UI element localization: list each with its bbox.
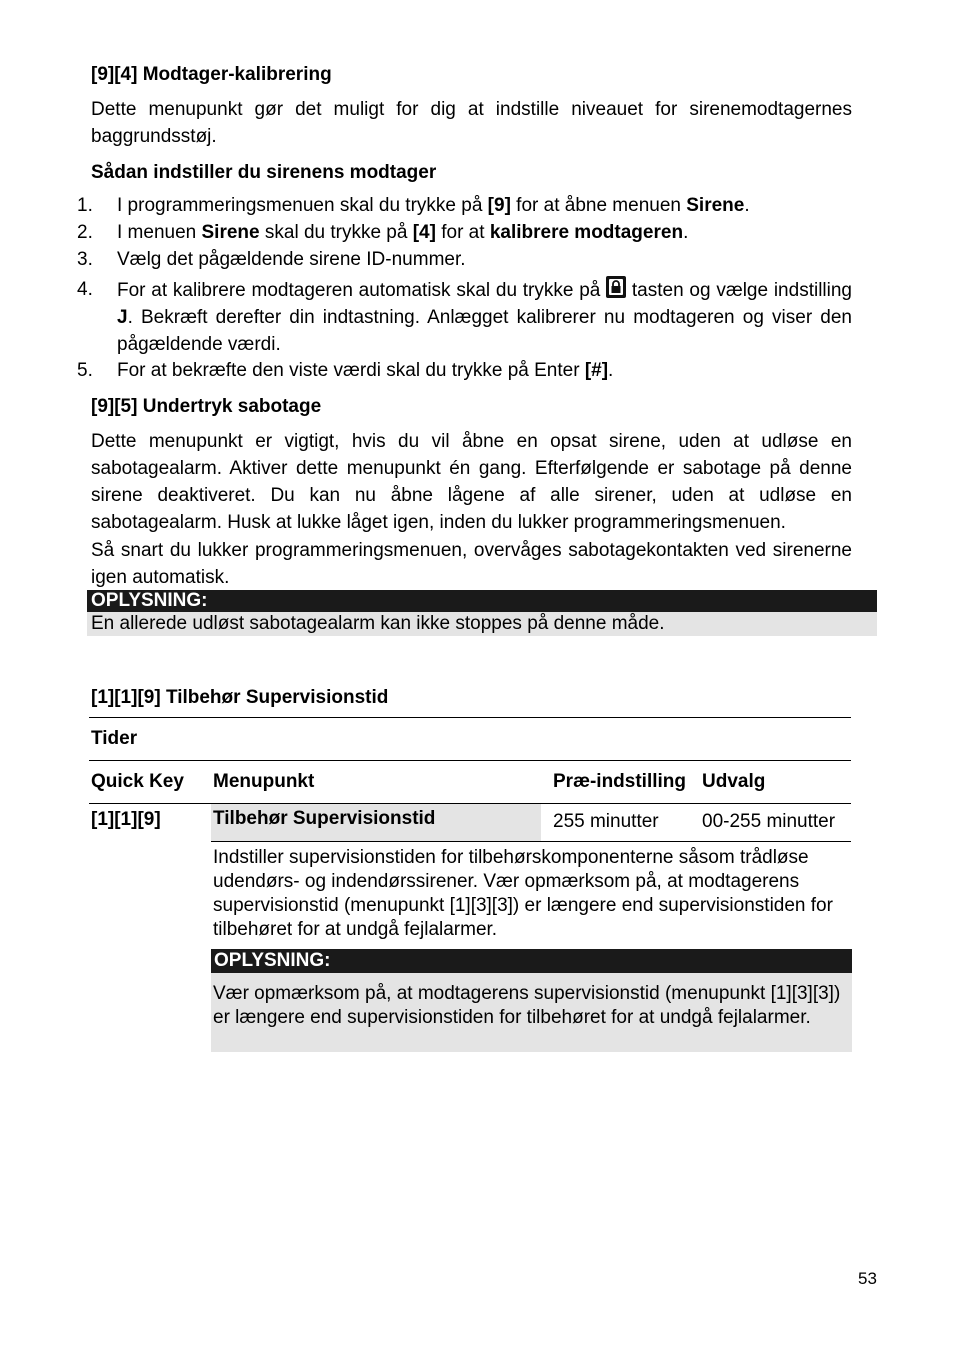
column-header-range: Udvalg <box>702 771 766 792</box>
step-text-part: . <box>608 360 614 381</box>
column-header-quick-key: Quick Key <box>91 771 184 792</box>
table-group-label: Tider <box>91 728 138 749</box>
step-text <box>117 192 852 219</box>
steps-list <box>77 192 852 382</box>
section-heading-1-1-9: [1][1][9] Tilbehør Supervisionstid <box>91 687 389 708</box>
row-range: 00-255 minutter <box>702 811 836 832</box>
row-quick-key: [1][1][9] <box>91 809 161 830</box>
row-menu-name: Tilbehør Supervisionstid <box>213 808 436 829</box>
step-number: 2. <box>77 222 93 243</box>
note-title: OPLYSNING: <box>211 949 852 973</box>
step-text-part: For at kalibrere modtageren automatisk skal du trykke på <box>117 280 607 301</box>
step-text-part: skal du trykke på <box>259 222 413 243</box>
howto-heading: Sådan indstiller du sirenens modtager <box>91 162 437 183</box>
row-preset: 255 minutter <box>553 811 659 832</box>
section-heading-9-5: [9][5] Undertryk sabotage <box>91 396 322 417</box>
step-bold: [#] <box>584 360 609 381</box>
section-body-9-5-followup: Så snart du lukker programmeringsmenuen, overvåges sabotagekontakten ved sirenerne igen automatisk. <box>91 540 852 588</box>
note-text: Vær opmærksom på, at modtagerens supervisionstid (menupunkt [1][3][3]) er længere end supervisionstiden for tilbehøret for at undgå fejlalarmer. <box>211 973 852 1052</box>
divider <box>89 717 851 718</box>
step-text <box>117 219 852 246</box>
column-header-menupunkt: Menupunkt <box>213 771 315 792</box>
step-text-part: . <box>744 195 750 216</box>
step-bold: [9] <box>487 195 511 216</box>
divider <box>211 841 851 842</box>
step-text-part: . <box>683 222 689 243</box>
divider <box>89 760 851 761</box>
step-text-part: tasten og vælge indstilling <box>626 280 852 301</box>
step-text-part: for at <box>435 222 490 243</box>
page-number: 53 <box>858 1269 877 1288</box>
section-body-9-5: Dette menupunkt er vigtigt, hvis du vil åbne en opsat sirene, uden at udløse en sabotagealarm. Aktiver dette menupunkt én gang. Efterfølgende er sabotage på denne sirene deaktiveret. Du kan nu åbne lågene af alle sirener, uden at udløse en sabotagealarm. Husk at lukke låget igen, inden du lukker programmeringsmenuen. <box>91 431 852 533</box>
step-text-part: For at bekræfte den viste værdi skal du trykke på Enter <box>117 360 585 381</box>
step-text <box>117 357 852 384</box>
step-bold: [4] <box>412 222 436 243</box>
step-text-part: I menuen <box>117 222 202 243</box>
step-number: 3. <box>77 249 93 270</box>
step-text-part: I programmeringsmenuen skal du trykke på <box>117 195 488 216</box>
step-bold: kalibrere modtageren <box>489 222 684 243</box>
step-text-part: . Bekræft derefter din indtastning. Anlægget kalibrerer nu modtageren og viser den pågældende værdi. <box>117 307 852 355</box>
step-bold: Sirene <box>686 195 745 216</box>
step-number: 1. <box>77 195 93 216</box>
section-heading-9-4: [9][4] Modtager-kalibrering <box>91 64 332 85</box>
step-bold: J <box>117 307 128 328</box>
row-description: Indstiller supervisionstiden for tilbehørskomponenterne såsom trådløse udendørs- og indendørssirener. Vær opmærksom på, at modtagerens supervisionstid (menupunkt [1][3][3]) er længere end supervisionstiden for tilbehøret for at undgå fejlalarmer. <box>213 847 833 940</box>
step-text <box>117 276 852 358</box>
step-bold: Sirene <box>201 222 260 243</box>
step-number: 5. <box>77 360 93 381</box>
step-text-part: for at åbne menuen <box>510 195 687 216</box>
note-text: En allerede udløst sabotagealarm kan ikke stoppes på denne måde. <box>87 612 877 636</box>
step-number: 4. <box>77 279 93 300</box>
section-intro-9-4: Dette menupunkt gør det muligt for dig at indstille niveauet for sirenemodtagernes baggrundsstøj. <box>91 99 852 147</box>
lock-key-icon <box>606 276 626 298</box>
column-header-preset: Præ-indstilling <box>553 771 686 792</box>
step-text: Vælg det pågældende sirene ID-nummer. <box>117 249 466 270</box>
note-title: OPLYSNING: <box>87 590 877 612</box>
